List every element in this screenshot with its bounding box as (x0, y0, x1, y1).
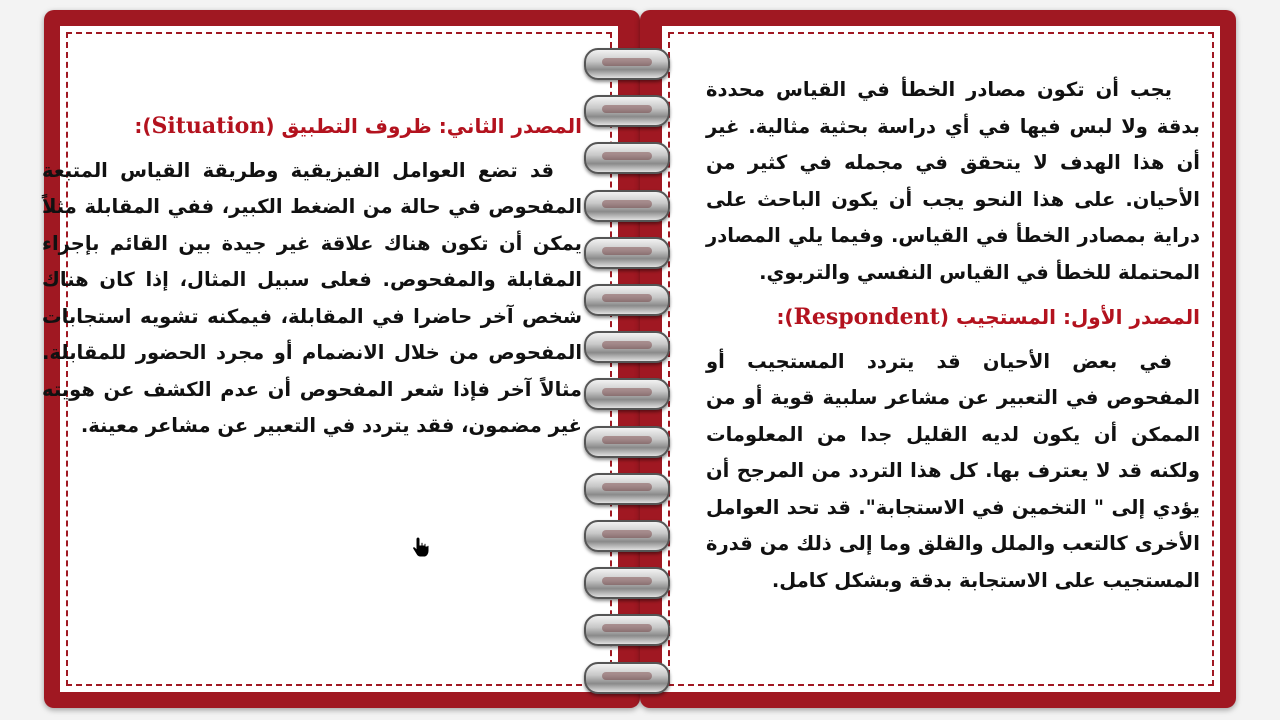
binding-ring (584, 331, 670, 363)
binding-ring (584, 473, 670, 505)
mouse-pointer-hand-icon (412, 536, 430, 558)
left-page-content (42, 108, 582, 445)
left-heading-prefix: المصدر الثاني: ظروف التطبيق ( (265, 114, 582, 138)
binding-ring (584, 662, 670, 694)
binding-ring (584, 190, 670, 222)
binding-ring (584, 237, 670, 269)
right-heading-suffix: ): (776, 305, 794, 329)
left-heading-suffix: ): (134, 114, 152, 138)
binding-ring (584, 567, 670, 599)
right-page-paragraph: في بعض الأحيان قد يتردد المستجيب أو المفحوص في التعبير عن مشاعر سلبية قوية أو من الممكن أن يكون لديه القليل جدا من المعلومات ولكنه قد لا يعترف بها. كل هذا التردد من المرجح أن يؤدي إلى " التخمين في الاستجابة". قد تحد العوامل الأخرى كالتعب والملل والقلق وما إلى ذلك من قدرة المستجيب على الاستجابة بدقة وبشكل كامل. (706, 349, 1200, 592)
right-heading-latin: Respondent (793, 304, 940, 330)
spacer (42, 145, 582, 153)
spacer (706, 336, 1200, 344)
binding-ring (584, 614, 670, 646)
right-heading-prefix: المصدر الأول: المستجيب ( (939, 305, 1200, 329)
binding-ring (584, 142, 670, 174)
binding-ring (584, 95, 670, 127)
spacer (706, 291, 1200, 299)
left-page-paragraph: قد تضع العوامل الفيزيقية وطريقة القياس المتبعة المفحوص في حالة من الضغط الكبير، ففي المقابلة مثلاً يمكن أن تكون هناك علاقة غير جيدة بين القائم بإجراء المقابلة والمفحوص. فعلى سبيل المثال، إذا كان هناك شخص آخر حاضرا في المقابلة، فيمكنه تشويه استجابات المفحوص من خلال الانضمام أو مجرد الحضور للمقابلة. مثالاً آخر فإذا شعر المفحوص أن عدم الكشف عن هويته غير مضمون، فقد يتردد في التعبير عن مشاعر معينة. (42, 158, 582, 437)
binding-ring (584, 48, 670, 80)
right-page-intro: يجب أن تكون مصادر الخطأ في القياس محددة بدقة ولا لبس فيها في أي دراسة بحثية مثالية. غير أن هذا الهدف لا يتحقق في مجمله في كثير من الأحيان. على هذا النحو يجب أن يكون الباحث على دراية بمصادر الخطأ في القياس. وفيما يلي المصادر المحتملة للخطأ في القياس النفسي والتربوي. (706, 78, 1200, 284)
right-page-content (706, 72, 1200, 599)
left-page-heading (42, 108, 582, 145)
binding-ring (584, 520, 670, 552)
binding-ring (584, 378, 670, 410)
right-page-heading (706, 299, 1200, 336)
binding-ring (584, 284, 670, 316)
binding-ring (584, 426, 670, 458)
left-heading-latin: Situation (151, 113, 266, 139)
